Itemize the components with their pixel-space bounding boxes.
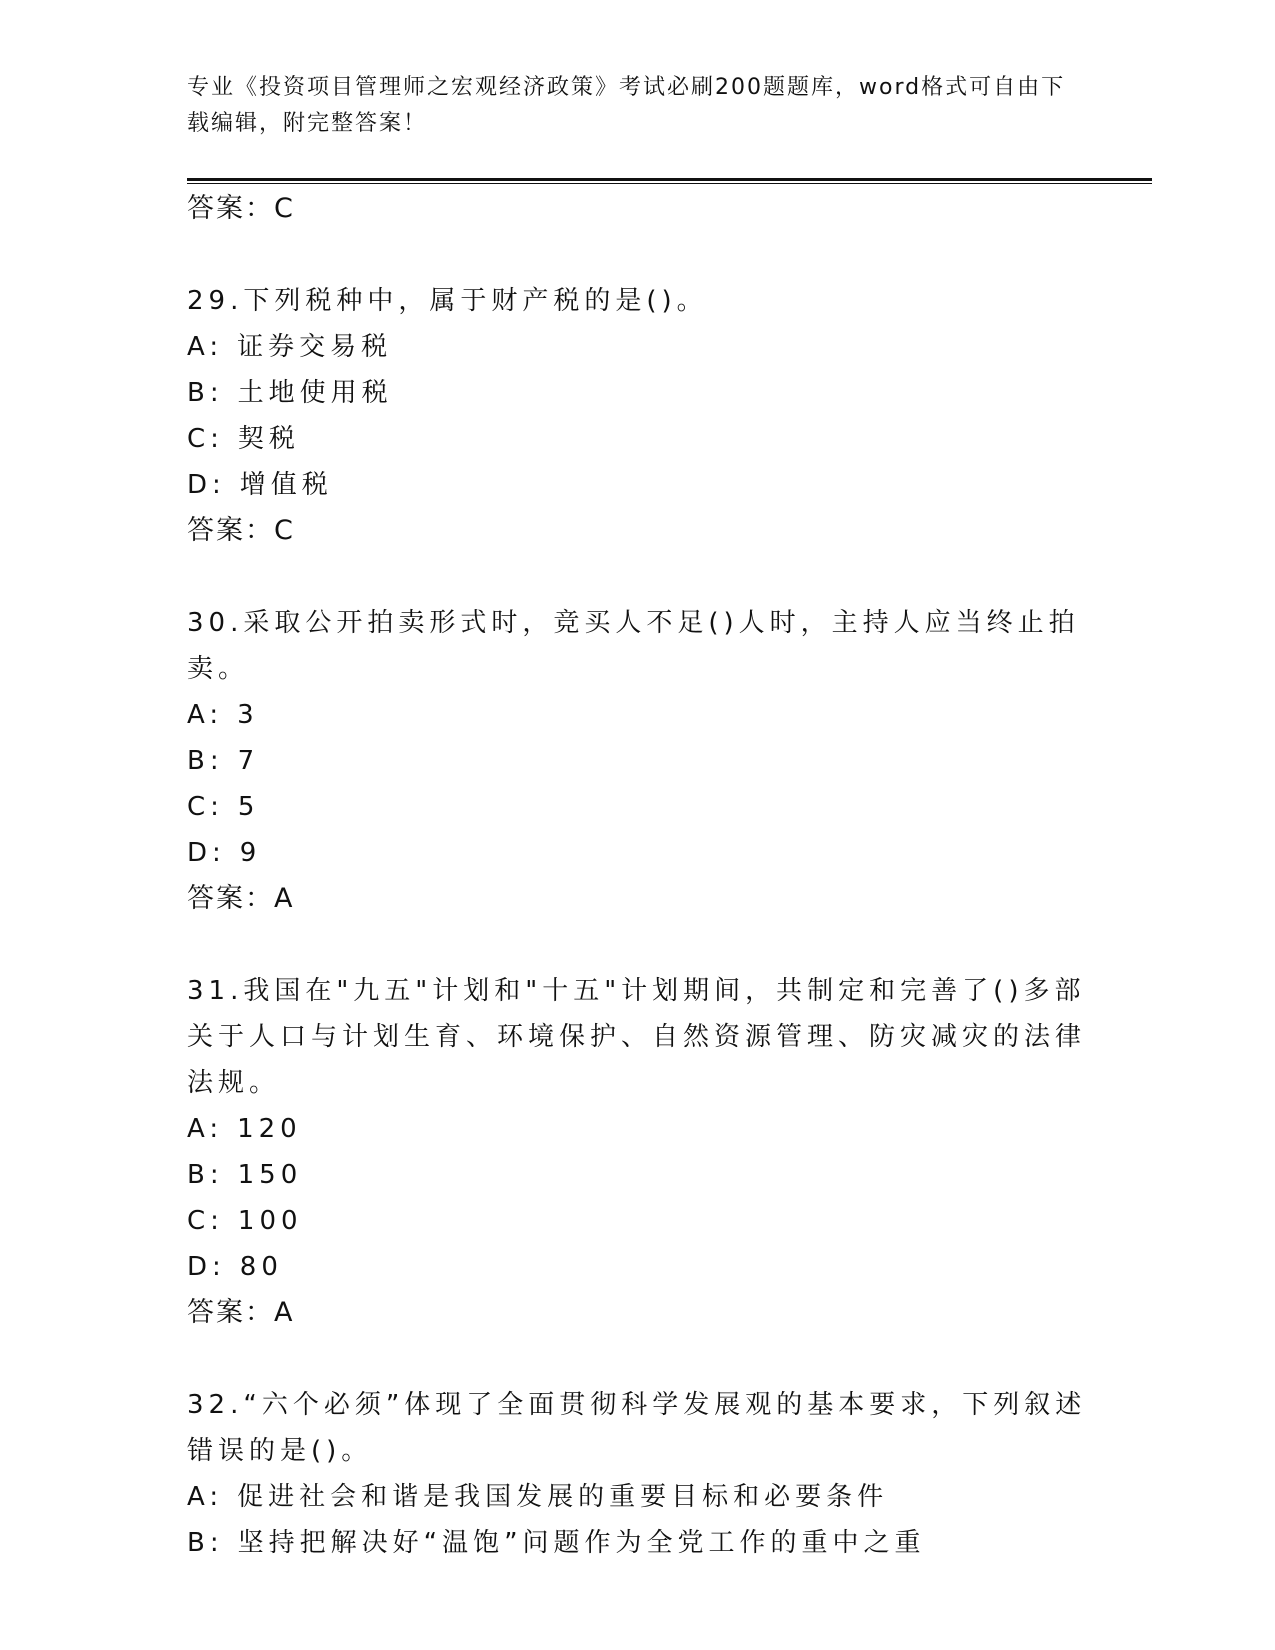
option-key: B: (187, 378, 224, 408)
option-text: 增值税 (239, 470, 333, 500)
option-text: 9 (239, 838, 262, 868)
question-32 (187, 1382, 1087, 1566)
option-c (187, 1198, 1087, 1244)
option-key: B: (187, 1528, 224, 1558)
option-d (187, 1244, 1087, 1290)
answer (187, 876, 1087, 922)
question-stem: 30.采取公开拍卖形式时，竞买人不足()人时，主持人应当终止拍卖。 (187, 608, 1080, 684)
header-rule-thick (187, 178, 1152, 181)
question-stem: 32.“六个必须”体现了全面贯彻科学发展观的基本要求，下列叙述错误的是()。 (187, 1390, 1087, 1466)
option-key: B: (187, 746, 224, 776)
option-key: B: (187, 1160, 224, 1190)
option-b (187, 1520, 1087, 1566)
answer-value: C (274, 193, 295, 224)
option-text: 证券交易税 (237, 332, 393, 362)
question-29 (187, 278, 1087, 554)
option-text: 120 (237, 1114, 302, 1144)
question-stem: 29.下列税种中，属于财产税的是()。 (187, 286, 708, 316)
header-rule-thin (187, 183, 1152, 184)
answer (187, 508, 1087, 554)
option-b (187, 738, 1087, 784)
option-a (187, 324, 1087, 370)
option-text: 3 (237, 700, 259, 730)
option-text: 80 (239, 1252, 283, 1282)
option-text: 契税 (237, 424, 300, 454)
option-key: C: (187, 424, 224, 454)
option-text: 坚持把解决好“温饱”问题作为全党工作的重中之重 (237, 1528, 926, 1558)
question-30 (187, 600, 1087, 922)
option-key: D: (187, 838, 226, 868)
answer-value: A (274, 883, 295, 914)
answer (187, 1290, 1087, 1336)
answer-value: C (274, 515, 295, 546)
option-d (187, 830, 1087, 876)
option-c (187, 784, 1087, 830)
option-key: D: (187, 470, 226, 500)
answer-label: 答案： (187, 515, 274, 546)
option-d (187, 462, 1087, 508)
option-text: 促进社会和谐是我国发展的重要目标和必要条件 (237, 1482, 889, 1512)
option-text: 土地使用税 (237, 378, 393, 408)
answer-value: A (274, 1297, 295, 1328)
option-key: A: (187, 1482, 224, 1512)
question-list (187, 186, 1087, 1566)
answer-label: 答案： (187, 1297, 274, 1328)
option-text: 7 (237, 746, 260, 776)
option-key: A: (187, 700, 224, 730)
answer-label: 答案： (187, 193, 274, 224)
option-key: A: (187, 332, 224, 362)
option-key: C: (187, 1206, 224, 1236)
option-text: 100 (237, 1206, 303, 1236)
question-stem: 31.我国在"九五"计划和"十五"计划期间，共制定和完善了()多部关于人口与计划生育、环境保护、自然资源管理、防灾减灾的法律法规。 (187, 976, 1087, 1098)
option-text: 150 (237, 1160, 303, 1190)
option-a (187, 1106, 1087, 1152)
question-31 (187, 968, 1087, 1336)
option-key: A: (187, 1114, 224, 1144)
option-c (187, 416, 1087, 462)
option-a (187, 692, 1087, 738)
document-header: 专业《投资项目管理师之宏观经济政策》考试必刷200题题库，word格式可自由下载编辑，附完整答案！ (187, 75, 1066, 136)
option-b (187, 370, 1087, 416)
option-key: D: (187, 1252, 226, 1282)
option-text: 5 (237, 792, 260, 822)
option-key: C: (187, 792, 224, 822)
answer-label: 答案： (187, 883, 274, 914)
prev-answer (187, 186, 1087, 232)
option-b (187, 1152, 1087, 1198)
option-a (187, 1474, 1087, 1520)
